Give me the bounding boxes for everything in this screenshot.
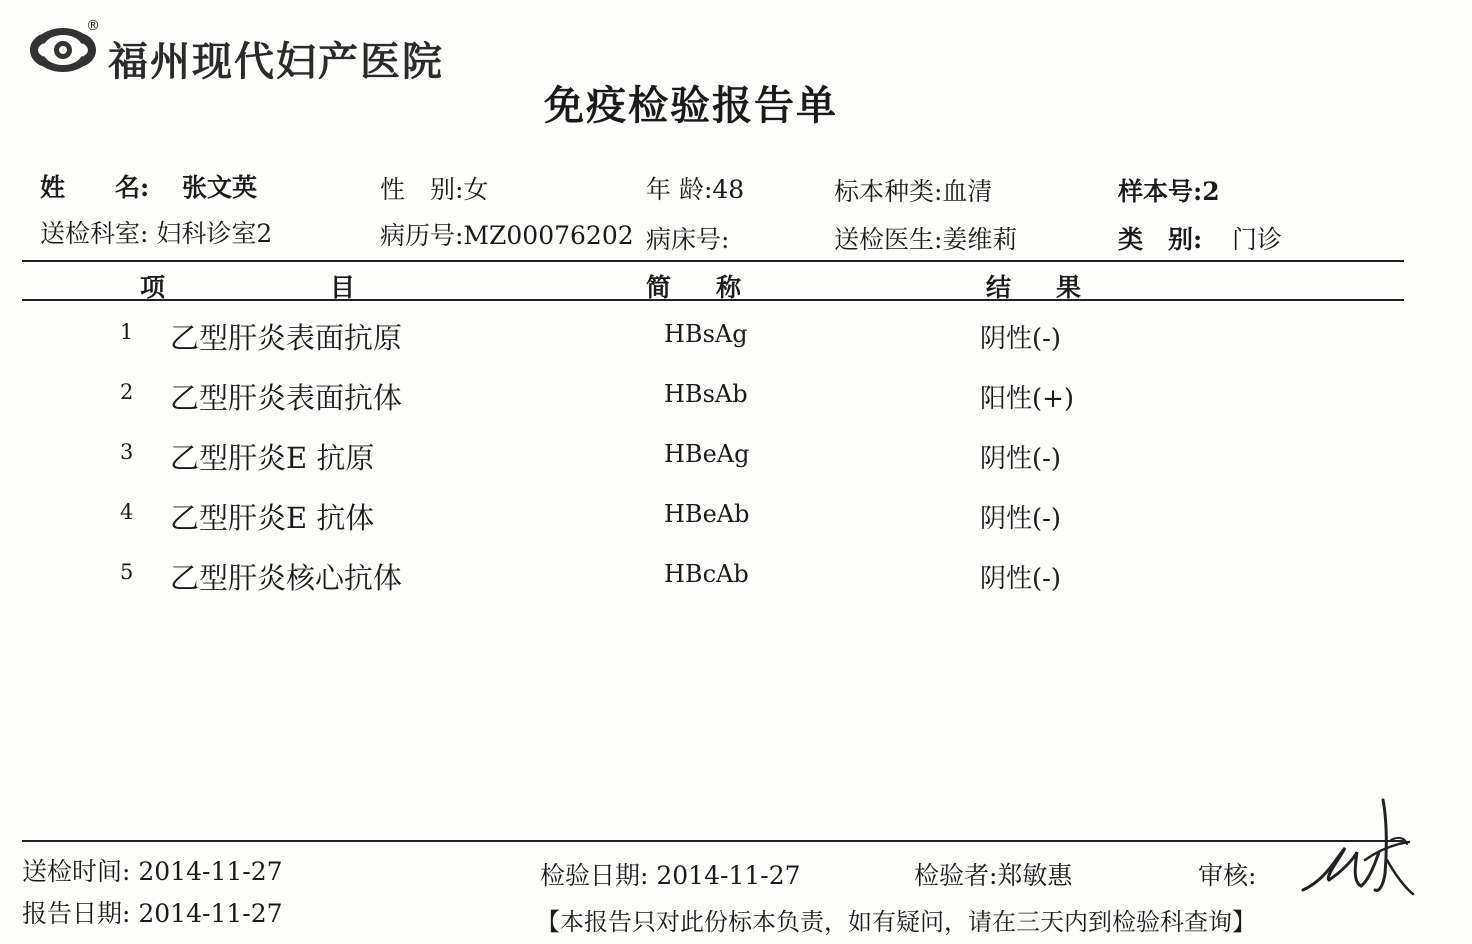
header-result-2: 果	[1056, 273, 1082, 302]
row-item: 乙型肝炎核心抗体	[170, 561, 403, 595]
handwritten-signature	[1295, 790, 1425, 910]
report-date: 报告日期: 2014-11-27	[22, 899, 283, 928]
row-result: 阴性(-)	[980, 564, 1062, 594]
row-item: 乙型肝炎E 抗原	[170, 441, 375, 475]
row-number: 1	[120, 320, 134, 344]
report-title: 免疫检验报告单	[544, 82, 838, 129]
referring-doctor: 送检医生:姜维莉	[834, 225, 1018, 254]
tester: 检验者:郑敏惠	[914, 861, 1073, 890]
row-result: 阳性(+)	[980, 384, 1075, 414]
header-result-1: 结	[986, 273, 1012, 302]
patient-name: 张文英	[182, 173, 258, 202]
row-item: 乙型肝炎E 抗体	[170, 501, 375, 535]
row-result: 阴性(-)	[980, 444, 1062, 474]
footer-rule	[22, 840, 1404, 842]
record-number: 病历号:MZ00076202	[380, 221, 634, 250]
test-date: 检验日期: 2014-11-27	[540, 861, 801, 890]
row-abbr: HBeAb	[664, 500, 750, 528]
patient-age: 年 龄:48	[646, 175, 745, 204]
row-result: 阴性(-)	[980, 504, 1062, 534]
row-item: 乙型肝炎表面抗原	[170, 321, 403, 355]
header-abbr-1: 简	[646, 273, 672, 302]
row-number: 3	[120, 440, 134, 464]
registered-mark: ®	[86, 18, 100, 34]
row-item: 乙型肝炎表面抗体	[170, 381, 403, 415]
row-abbr: HBsAg	[664, 320, 748, 348]
name-label: 姓 名:	[40, 173, 150, 202]
table-header-rule	[22, 299, 1404, 301]
department: 送检科室: 妇科诊室2	[40, 219, 273, 248]
row-abbr: HBeAg	[664, 440, 750, 468]
specimen-type: 标本种类:血清	[834, 177, 993, 206]
row-number: 5	[120, 560, 134, 584]
row-number: 4	[120, 500, 134, 524]
patient-gender: 性 别:女	[380, 175, 489, 204]
table-top-rule	[22, 260, 1404, 262]
disclaimer: 【本报告只对此份标本负责，如有疑问，请在三天内到检验科查询】	[536, 908, 1256, 936]
category-value: 门诊	[1232, 225, 1283, 254]
header-abbr-2: 称	[716, 273, 742, 302]
sample-number: 样本号:2	[1118, 177, 1220, 206]
row-result: 阴性(-)	[980, 324, 1062, 354]
header-item-1: 项	[140, 273, 166, 302]
row-number: 2	[120, 380, 134, 404]
header-item-2: 目	[330, 273, 356, 302]
row-abbr: HBcAb	[664, 560, 749, 588]
hospital-name: 福州现代妇产医院	[108, 38, 444, 85]
category-label: 类 别:	[1118, 225, 1203, 254]
bed-number: 病床号:	[646, 225, 730, 254]
submit-time: 送检时间: 2014-11-27	[22, 857, 283, 886]
row-abbr: HBsAb	[664, 380, 748, 408]
reviewer-label: 审核:	[1198, 861, 1257, 890]
